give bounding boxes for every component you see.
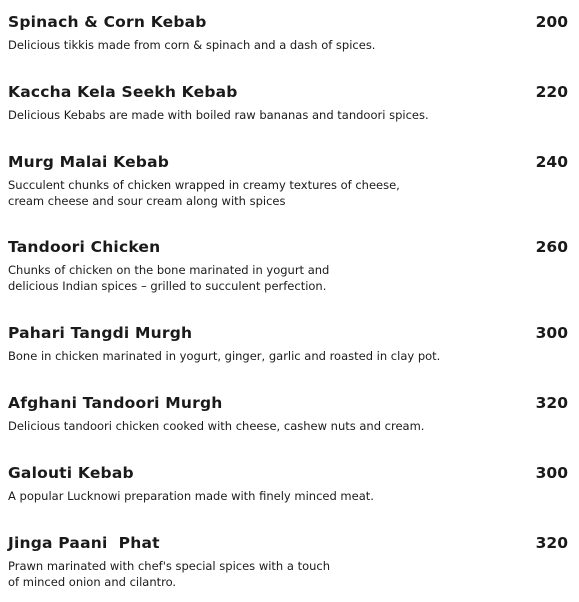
item-price: 240: [535, 153, 568, 171]
item-description: Chunks of chicken on the bone marinated in yogurt and delicious Indian spices – grilled to succulent perfection.: [8, 263, 330, 293]
menu-item-header: [8, 533, 568, 555]
menu-item: [8, 12, 568, 53]
menu-item-header: [8, 237, 568, 259]
menu-item: [8, 533, 568, 590]
item-description: Delicious Kebabs are made with boiled raw bananas and tandoori spices.: [8, 108, 429, 122]
menu-item: [8, 323, 568, 364]
menu-item-header: [8, 323, 568, 345]
menu-item: [8, 237, 568, 294]
item-name: Jinga Paani Phat: [8, 534, 160, 552]
item-name: Murg Malai Kebab: [8, 153, 170, 171]
item-price: 200: [535, 13, 568, 31]
menu-item-header: [8, 82, 568, 104]
item-name: Kaccha Kela Seekh Kebab: [8, 83, 238, 101]
item-price: 300: [535, 464, 568, 482]
item-price: 320: [535, 534, 568, 552]
menu-item-header: [8, 152, 568, 174]
item-description: Delicious tikkis made from corn & spinach and a dash of spices.: [8, 38, 376, 52]
item-name: Galouti Kebab: [8, 464, 134, 482]
item-name: Pahari Tangdi Murgh: [8, 324, 193, 342]
item-name: Afghani Tandoori Murgh: [8, 394, 223, 412]
menu-item: [8, 393, 568, 434]
item-description: Bone in chicken marinated in yogurt, ginger, garlic and roasted in clay pot.: [8, 349, 441, 363]
item-price: 320: [535, 394, 568, 412]
item-description: Succulent chunks of chicken wrapped in creamy textures of cheese, cream cheese and sour cream along with spices: [8, 178, 400, 208]
menu-item: [8, 82, 568, 123]
menu-item-header: [8, 12, 568, 34]
menu-item-header: [8, 463, 568, 485]
item-price: 300: [535, 324, 568, 342]
item-description: Prawn marinated with chef's special spices with a touch of minced onion and cilantro.: [8, 559, 331, 589]
item-description: Delicious tandoori chicken cooked with cheese, cashew nuts and cream.: [8, 419, 425, 433]
item-price: 220: [535, 83, 568, 101]
item-name: Tandoori Chicken: [8, 238, 161, 256]
item-description: A popular Lucknowi preparation made with finely minced meat.: [8, 489, 374, 503]
menu-item: [8, 152, 568, 209]
item-name: Spinach & Corn Kebab: [8, 13, 207, 31]
item-price: 260: [535, 238, 568, 256]
menu-item: [8, 463, 568, 504]
menu-item-header: [8, 393, 568, 415]
